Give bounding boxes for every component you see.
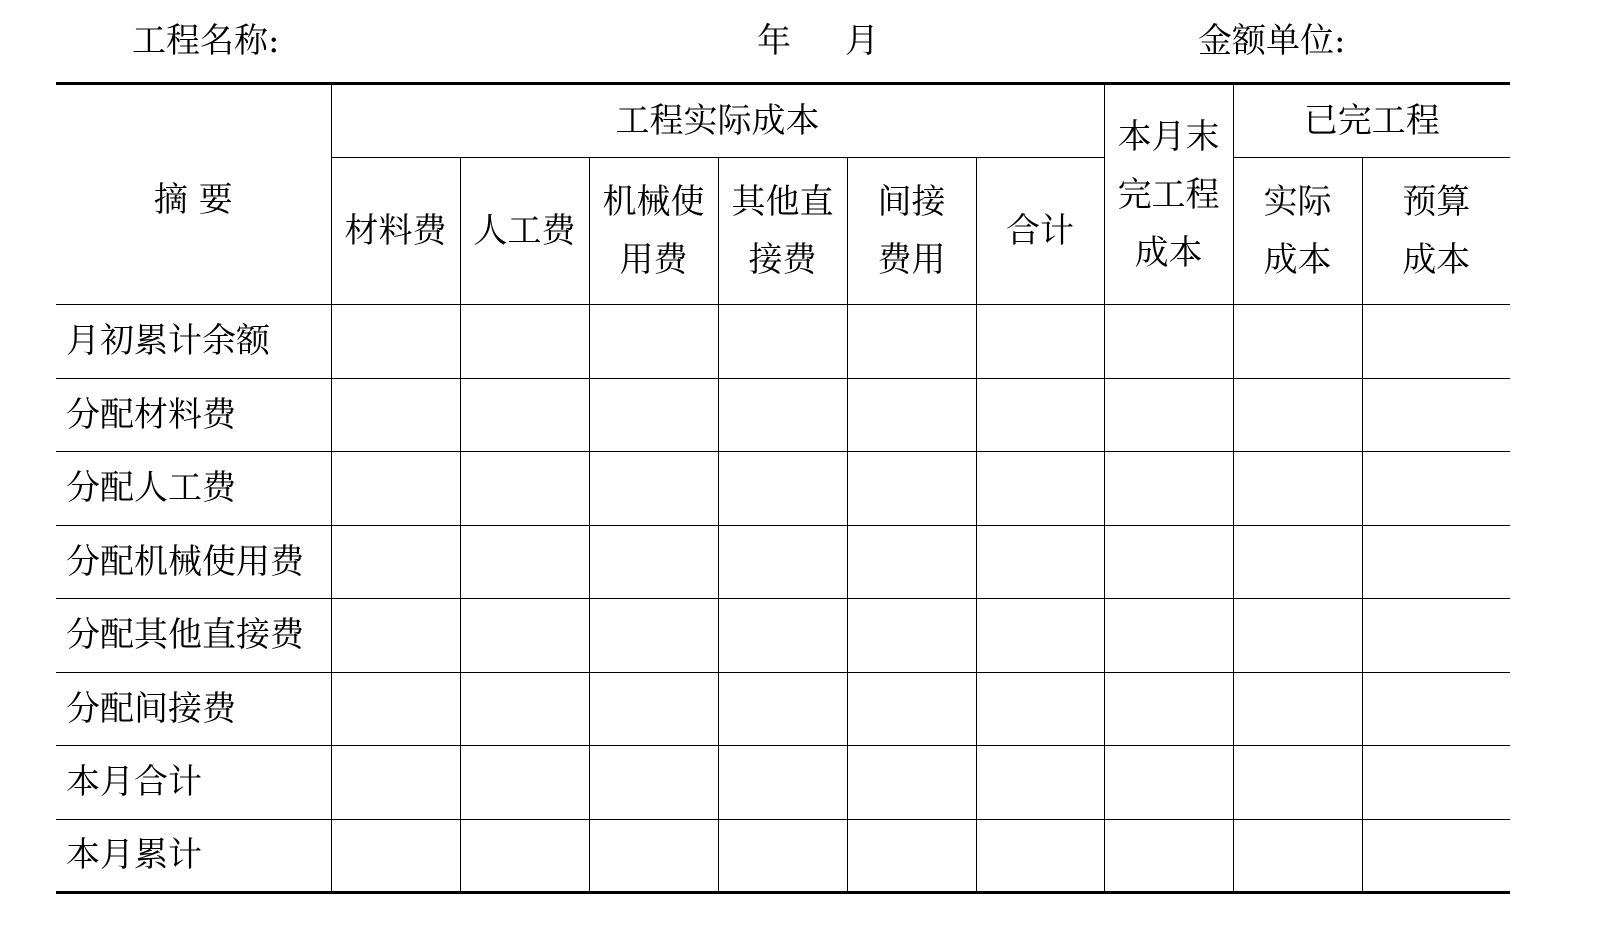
table-cell <box>460 819 589 893</box>
completed-group-header: 已完工程 <box>1233 84 1510 158</box>
table-cell <box>1233 746 1362 820</box>
table-cell <box>1362 452 1510 526</box>
table-cell <box>589 672 718 746</box>
actual-cost-group-header: 工程实际成本 <box>331 84 1104 158</box>
table-cell <box>847 452 976 526</box>
cost-table <box>56 82 1510 894</box>
table-cell <box>976 599 1104 673</box>
table-cell <box>1362 525 1510 599</box>
table-cell <box>976 819 1104 893</box>
table-cell <box>1233 378 1362 452</box>
date-label: 年 月 <box>757 21 880 61</box>
table-cell <box>718 452 847 526</box>
table-cell <box>1104 305 1233 379</box>
row-label: 分配机械使用费 <box>56 525 331 599</box>
table-cell <box>589 746 718 820</box>
table-cell <box>976 525 1104 599</box>
table-row <box>56 746 1510 820</box>
table-cell <box>589 599 718 673</box>
table-cell <box>1233 452 1362 526</box>
table-cell <box>718 525 847 599</box>
table-cell <box>976 672 1104 746</box>
table-cell <box>331 746 460 820</box>
project-name-label: 工程名称: <box>132 21 280 61</box>
table-cell <box>1104 672 1233 746</box>
table-cell <box>718 599 847 673</box>
table-cell <box>847 305 976 379</box>
table-cell <box>847 819 976 893</box>
header-row-1 <box>56 84 1510 158</box>
table-cell <box>1104 819 1233 893</box>
table-cell <box>976 452 1104 526</box>
table-cell <box>847 525 976 599</box>
table-cell <box>331 672 460 746</box>
table-cell <box>331 452 460 526</box>
table-cell <box>847 672 976 746</box>
table-cell <box>460 672 589 746</box>
table-cell <box>1104 746 1233 820</box>
table-cell <box>718 746 847 820</box>
table-row <box>56 525 1510 599</box>
table-cell <box>331 525 460 599</box>
table-cell <box>589 378 718 452</box>
table-cell <box>460 305 589 379</box>
table-cell <box>589 305 718 379</box>
row-label: 分配间接费 <box>56 672 331 746</box>
table-cell <box>1233 599 1362 673</box>
col-materials: 材料费 <box>331 158 460 305</box>
table-cell <box>976 378 1104 452</box>
table-row <box>56 672 1510 746</box>
table-cell <box>847 746 976 820</box>
row-label: 本月合计 <box>56 746 331 820</box>
col-indirect: 间接 费用 <box>847 158 976 305</box>
table-cell <box>976 305 1104 379</box>
table-row <box>56 378 1510 452</box>
table-cell <box>589 819 718 893</box>
table-cell <box>1233 305 1362 379</box>
unfinished-cost-header: 本月末 完工程 成本 <box>1104 84 1233 305</box>
table-cell <box>460 599 589 673</box>
col-other-direct: 其他直 接费 <box>718 158 847 305</box>
table-cell <box>718 672 847 746</box>
table-cell <box>1104 452 1233 526</box>
row-label: 月初累计余额 <box>56 305 331 379</box>
table-cell <box>331 378 460 452</box>
table-cell <box>1362 378 1510 452</box>
col-labor: 人工费 <box>460 158 589 305</box>
table-cell <box>589 452 718 526</box>
row-label: 分配人工费 <box>56 452 331 526</box>
table-cell <box>1233 525 1362 599</box>
col-machinery: 机械使 用费 <box>589 158 718 305</box>
row-label: 分配其他直接费 <box>56 599 331 673</box>
table-cell <box>1104 525 1233 599</box>
table-cell <box>1362 746 1510 820</box>
row-label: 本月累计 <box>56 819 331 893</box>
table-cell <box>460 746 589 820</box>
table-cell <box>847 378 976 452</box>
table-cell <box>589 525 718 599</box>
table-cell <box>460 452 589 526</box>
table-cell <box>1104 599 1233 673</box>
table-cell <box>718 819 847 893</box>
table-row <box>56 819 1510 893</box>
table-cell <box>331 305 460 379</box>
table-cell <box>1233 819 1362 893</box>
table-cell <box>1104 378 1233 452</box>
table-cell <box>718 378 847 452</box>
table-row <box>56 452 1510 526</box>
table-cell <box>976 746 1104 820</box>
col-total: 合计 <box>976 158 1104 305</box>
table-cell <box>331 599 460 673</box>
row-label: 分配材料费 <box>56 378 331 452</box>
table-cell <box>460 378 589 452</box>
table-row <box>56 599 1510 673</box>
col-budget: 预算 成本 <box>1362 158 1510 305</box>
summary-header: 摘 要 <box>56 84 331 305</box>
table-cell <box>460 525 589 599</box>
amount-unit-label: 金额单位: <box>1198 21 1346 61</box>
table-cell <box>331 819 460 893</box>
table-cell <box>847 599 976 673</box>
table-cell <box>1362 819 1510 893</box>
col-actual: 实际 成本 <box>1233 158 1362 305</box>
table-row <box>56 305 1510 379</box>
table-cell <box>1362 672 1510 746</box>
table-cell <box>718 305 847 379</box>
table-cell <box>1362 599 1510 673</box>
table-cell <box>1362 305 1510 379</box>
table-cell <box>1233 672 1362 746</box>
